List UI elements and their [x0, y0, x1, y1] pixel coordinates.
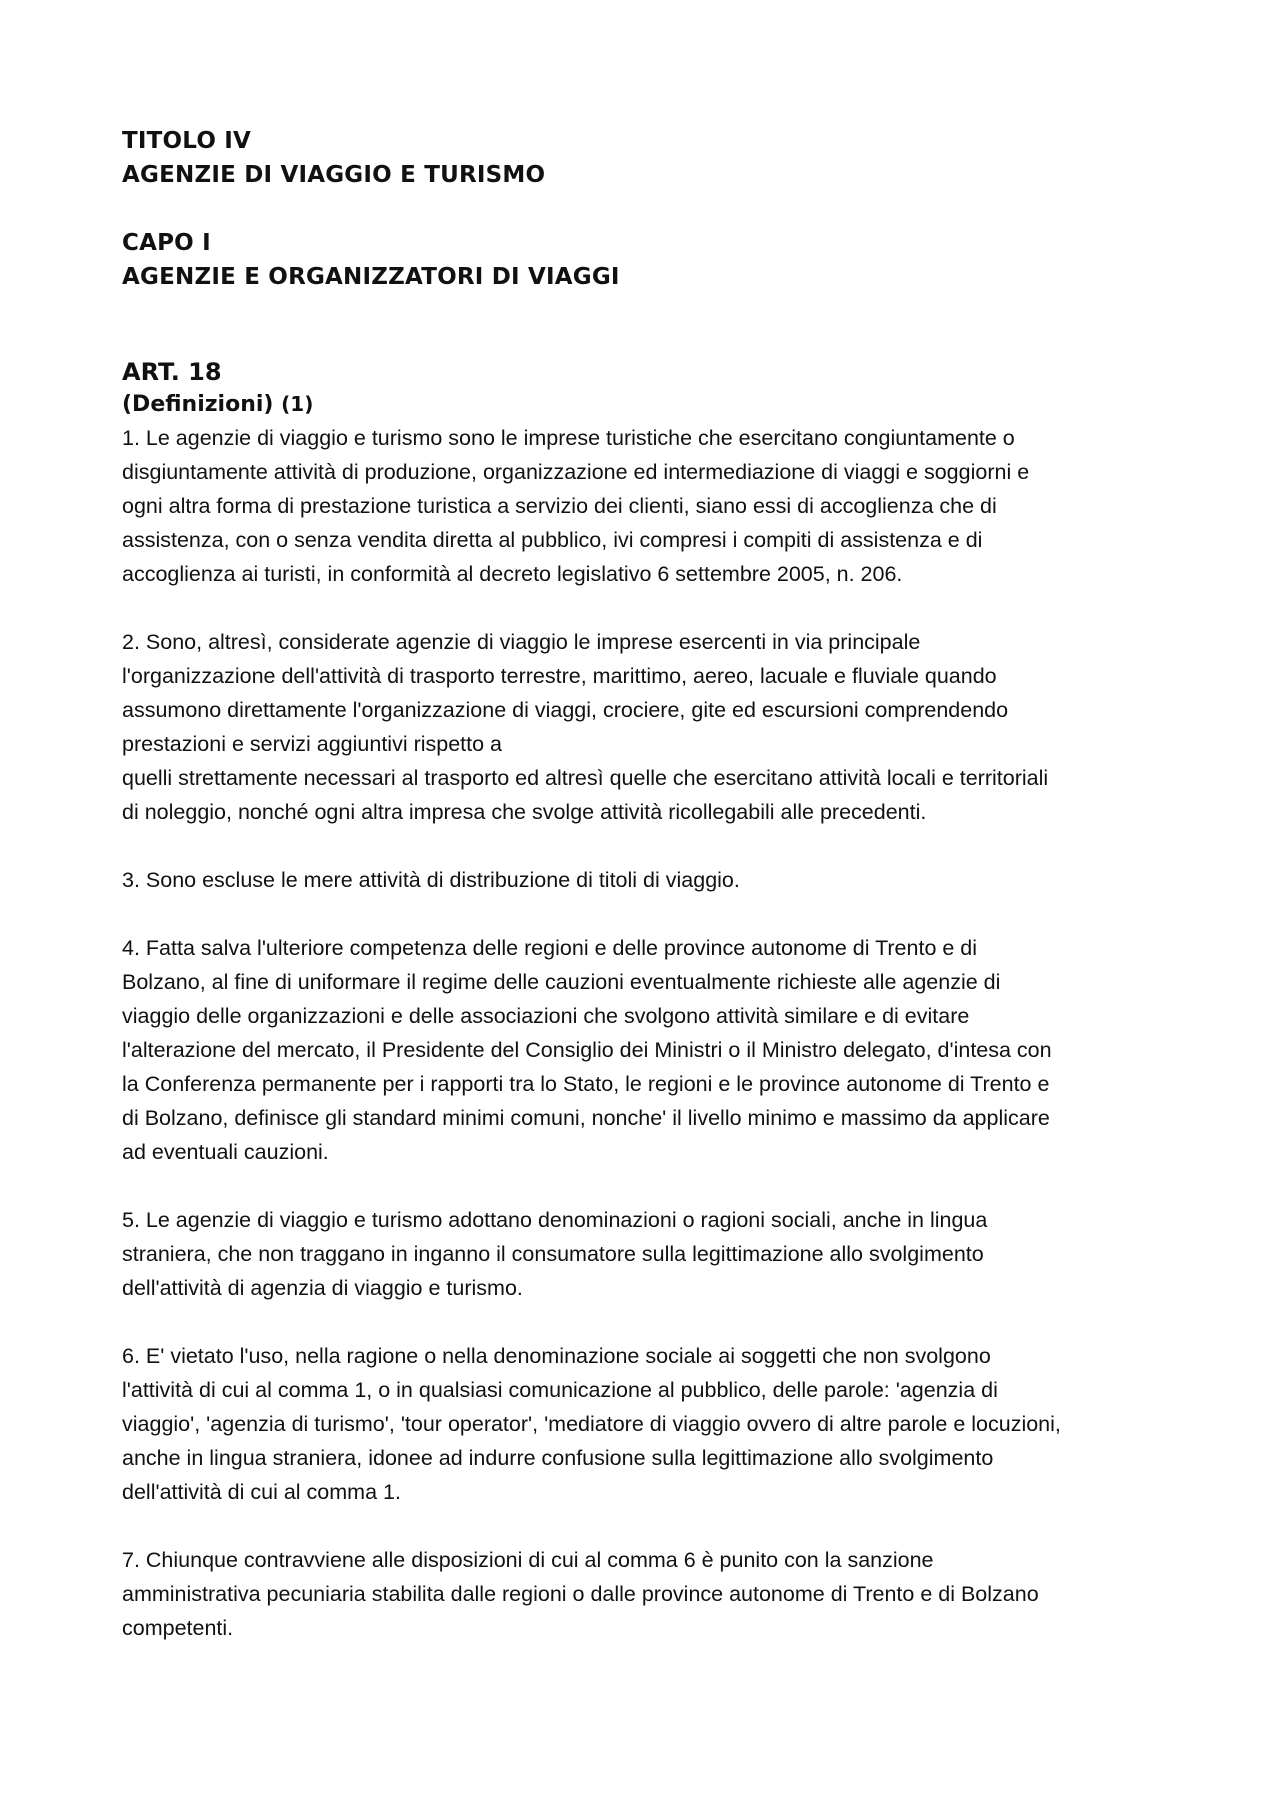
paragraph-7: 7. Chiunque contravviene alle disposizioni di cui al comma 6 è punito con la sanzione amministrativa pecuniaria stabilita dalle regioni o dalle province autonome di Trento e di Bolzano competenti. — [122, 1548, 1039, 1640]
article-subtitle-text: (Definizioni) — [122, 392, 274, 417]
paragraph-4: 4. Fatta salva l'ulteriore competenza delle regioni e delle province autonome di Trento e di Bolzano, al fine di uniformare il regime delle cauzioni eventualmente richieste alle agenzie di viaggio delle organizzazioni e delle associazioni che svolgono attività similare e di evitare l'alterazione del mercato, il Presidente del Consiglio dei Ministri o il Ministro delegato, d'intesa con la Conferenza permanente per i rapporti tra lo Stato, le regioni e le province autonome di Trento e di Bolzano, definisce gli standard minimi comuni, nonche' il livello minimo e massimo da applicare ad eventuali cauzioni. — [122, 936, 1052, 1164]
article-subtitle — [122, 388, 1172, 421]
paragraph-3: 3. Sono escluse le mere attività di distribuzione di titoli di viaggio. — [122, 868, 740, 892]
article-footnote-ref: (1) — [281, 392, 314, 416]
document-body — [122, 124, 1172, 1679]
paragraph-5: 5. Le agenzie di viaggio e turismo adottano denominazioni o ragioni sociali, anche in lingua straniera, che non traggano in inganno il consumatore sulla legittimazione allo svolgimento dell'attività di agenzia di viaggio e turismo. — [122, 1208, 988, 1300]
capo-number: CAPO I — [122, 230, 211, 256]
paragraph-1: 1. Le agenzie di viaggio e turismo sono le imprese turistiche che esercitano congiuntamente o disgiuntamente attività di produzione, organizzazione ed intermediazione di viaggi e soggiorni e ogni altra forma di prestazione turistica a servizio dei clienti, siano essi di accoglienza che di assistenza, con o senza vendita diretta al pubblico, ivi compresi i compiti di assistenza e di accoglienza ai turisti, in conformità al decreto legislativo 6 settembre 2005, n. 206. — [122, 426, 1030, 586]
titolo-title: AGENZIE DI VIAGGIO E TURISMO — [122, 162, 546, 188]
paragraph-2: 2. Sono, altresì, considerate agenzie di viaggio le imprese esercenti in via principale l'organizzazione dell'attività di trasporto terrestre, marittimo, aereo, lacuale e fluviale quando assumono direttamente l'organizzazione di viaggi, crociere, gite ed escursioni comprendendo prestazioni e servizi aggiuntivi rispetto a quelli strettamente necessari al trasporto ed altresì quelle che esercitano attività locali e territoriali di noleggio, nonché ogni altra impresa che svolge attività ricollegabili alle precedenti. — [122, 630, 1049, 824]
titolo-number: TITOLO IV — [122, 128, 252, 154]
article-title: ART. 18 — [122, 358, 222, 386]
capo-title: AGENZIE E ORGANIZZATORI DI VIAGGI — [122, 264, 620, 290]
paragraph-6: 6. E' vietato l'uso, nella ragione o nella denominazione sociale ai soggetti che non svolgono l'attività di cui al comma 1, o in qualsiasi comunicazione al pubblico, delle parole: 'agenzia di viaggio', 'agenzia di turismo', 'tour operator', 'mediatore di viaggio ovvero di altre parole e locuzioni, anche in lingua straniera, idonee ad indurre confusione sulla legittimazione allo svolgimento dell'attività di cui al comma 1. — [122, 1344, 1061, 1504]
